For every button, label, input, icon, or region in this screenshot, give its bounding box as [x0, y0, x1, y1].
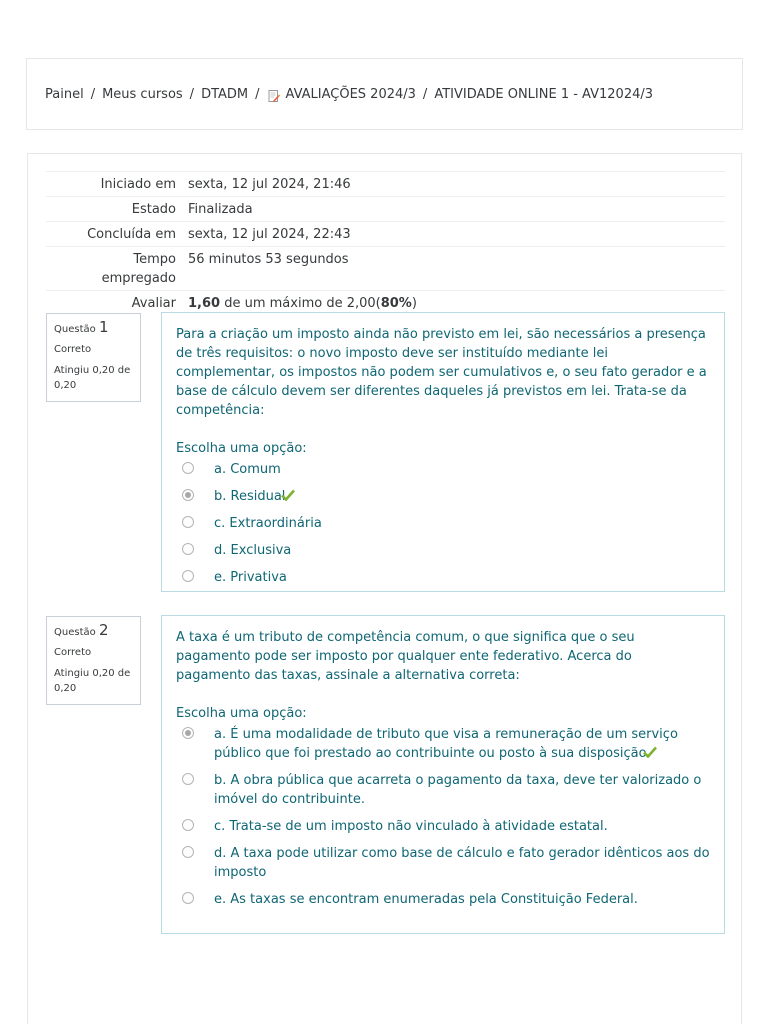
started-value: sexta, 12 jul 2024, 21:46: [182, 172, 725, 197]
question-info-1: [46, 313, 141, 402]
radio-button[interactable]: [182, 819, 194, 831]
question-state: Correto: [54, 647, 92, 658]
question-info-2: [46, 616, 141, 705]
answer-option-d[interactable]: d. Exclusiva: [176, 541, 710, 560]
grade-label: Avaliar: [46, 291, 182, 316]
breadcrumb-bar: [26, 58, 743, 130]
time-taken-value: 56 minutos 53 segundos: [182, 247, 725, 291]
radio-button-selected[interactable]: [182, 489, 194, 501]
time-taken-label: Tempo empregado: [46, 247, 182, 291]
started-label: Iniciado em: [46, 172, 182, 197]
choose-option-prompt: Escolha uma opção:: [176, 706, 307, 721]
radio-button[interactable]: [182, 570, 194, 582]
breadcrumb-assessments[interactable]: AVALIAÇÕES 2024/3: [285, 87, 416, 102]
answer-option-a[interactable]: a. É uma modalidade de tributo que visa a remuneração de um serviço público que foi prestado ao contribuinte ou posto à sua disposição: [176, 725, 710, 763]
question-number: Questão 2: [54, 621, 109, 639]
radio-button[interactable]: [182, 543, 194, 555]
completed-label: Concluída em: [46, 222, 182, 247]
question-content-2: [161, 615, 725, 934]
answer-option-e[interactable]: e. Privativa: [176, 568, 710, 587]
radio-button[interactable]: [182, 773, 194, 785]
attempt-summary: [46, 171, 725, 315]
answer-option-c[interactable]: c. Trata-se de um imposto não vinculado à atividade estatal.: [176, 817, 710, 836]
question-grade: Atingiu 0,20 de 0,20: [54, 668, 131, 694]
answer-option-a[interactable]: a. Comum: [176, 460, 710, 479]
breadcrumb-activity[interactable]: ATIVIDADE ONLINE 1 - AV12024/3: [434, 87, 654, 102]
breadcrumb: [45, 87, 653, 102]
question-text: A taxa é um tributo de competência comum, o que significa que o seu pagamento pode ser imposto por qualquer ente federativo. Acerca do pagamento das taxas, assinale a alternativa correta:: [176, 630, 635, 683]
answer-option-d[interactable]: d. A taxa pode utilizar como base de cálculo e fato gerador idênticos aos do imposto: [176, 844, 710, 882]
question-content-1: [161, 312, 725, 592]
radio-button[interactable]: [182, 516, 194, 528]
state-label: Estado: [46, 197, 182, 222]
completed-value: sexta, 12 jul 2024, 22:43: [182, 222, 725, 247]
breadcrumb-meus-cursos[interactable]: Meus cursos: [102, 87, 183, 102]
state-value: Finalizada: [182, 197, 725, 222]
breadcrumb-course[interactable]: DTADM: [201, 87, 249, 102]
answer-option-b[interactable]: b. A obra pública que acarreta o pagamento da taxa, deve ter valorizado o imóvel do contribuinte.: [176, 771, 710, 809]
radio-button[interactable]: [182, 846, 194, 858]
question-grade: Atingiu 0,20 de 0,20: [54, 365, 131, 391]
grade-value: 1,60 de um máximo de 2,00(80%): [182, 291, 725, 316]
breadcrumb-separator: /: [90, 87, 96, 102]
radio-button[interactable]: [182, 462, 194, 474]
correct-check-icon: [281, 488, 295, 500]
breadcrumb-painel[interactable]: Painel: [45, 87, 84, 102]
correct-check-icon: [643, 745, 657, 757]
question-state: Correto: [54, 344, 92, 355]
radio-button-selected[interactable]: [182, 727, 194, 739]
breadcrumb-separator: /: [255, 87, 260, 102]
choose-option-prompt: Escolha uma opção:: [176, 441, 307, 456]
answer-option-c[interactable]: c. Extraordinária: [176, 514, 710, 533]
question-number: Questão 1: [54, 318, 109, 336]
radio-button[interactable]: [182, 892, 194, 904]
quiz-review: [27, 153, 742, 1024]
answer-option-b[interactable]: b. Residual: [176, 487, 710, 506]
breadcrumb-separator: /: [189, 87, 195, 102]
answer-option-e[interactable]: e. As taxas se encontram enumeradas pela Constituição Federal.: [176, 890, 710, 909]
quiz-icon: [267, 89, 281, 103]
breadcrumb-separator: /: [422, 87, 428, 102]
question-text: Para a criação um imposto ainda não previsto em lei, são necessários a presença de três requisitos: o novo imposto deve ser instituído mediante lei complementar, os impostos não podem ser cumulativos e, o seu fato gerador e a base de cálculo devem ser diferentes daqueles já previstos em lei. Trata-se da competência:: [176, 327, 707, 418]
